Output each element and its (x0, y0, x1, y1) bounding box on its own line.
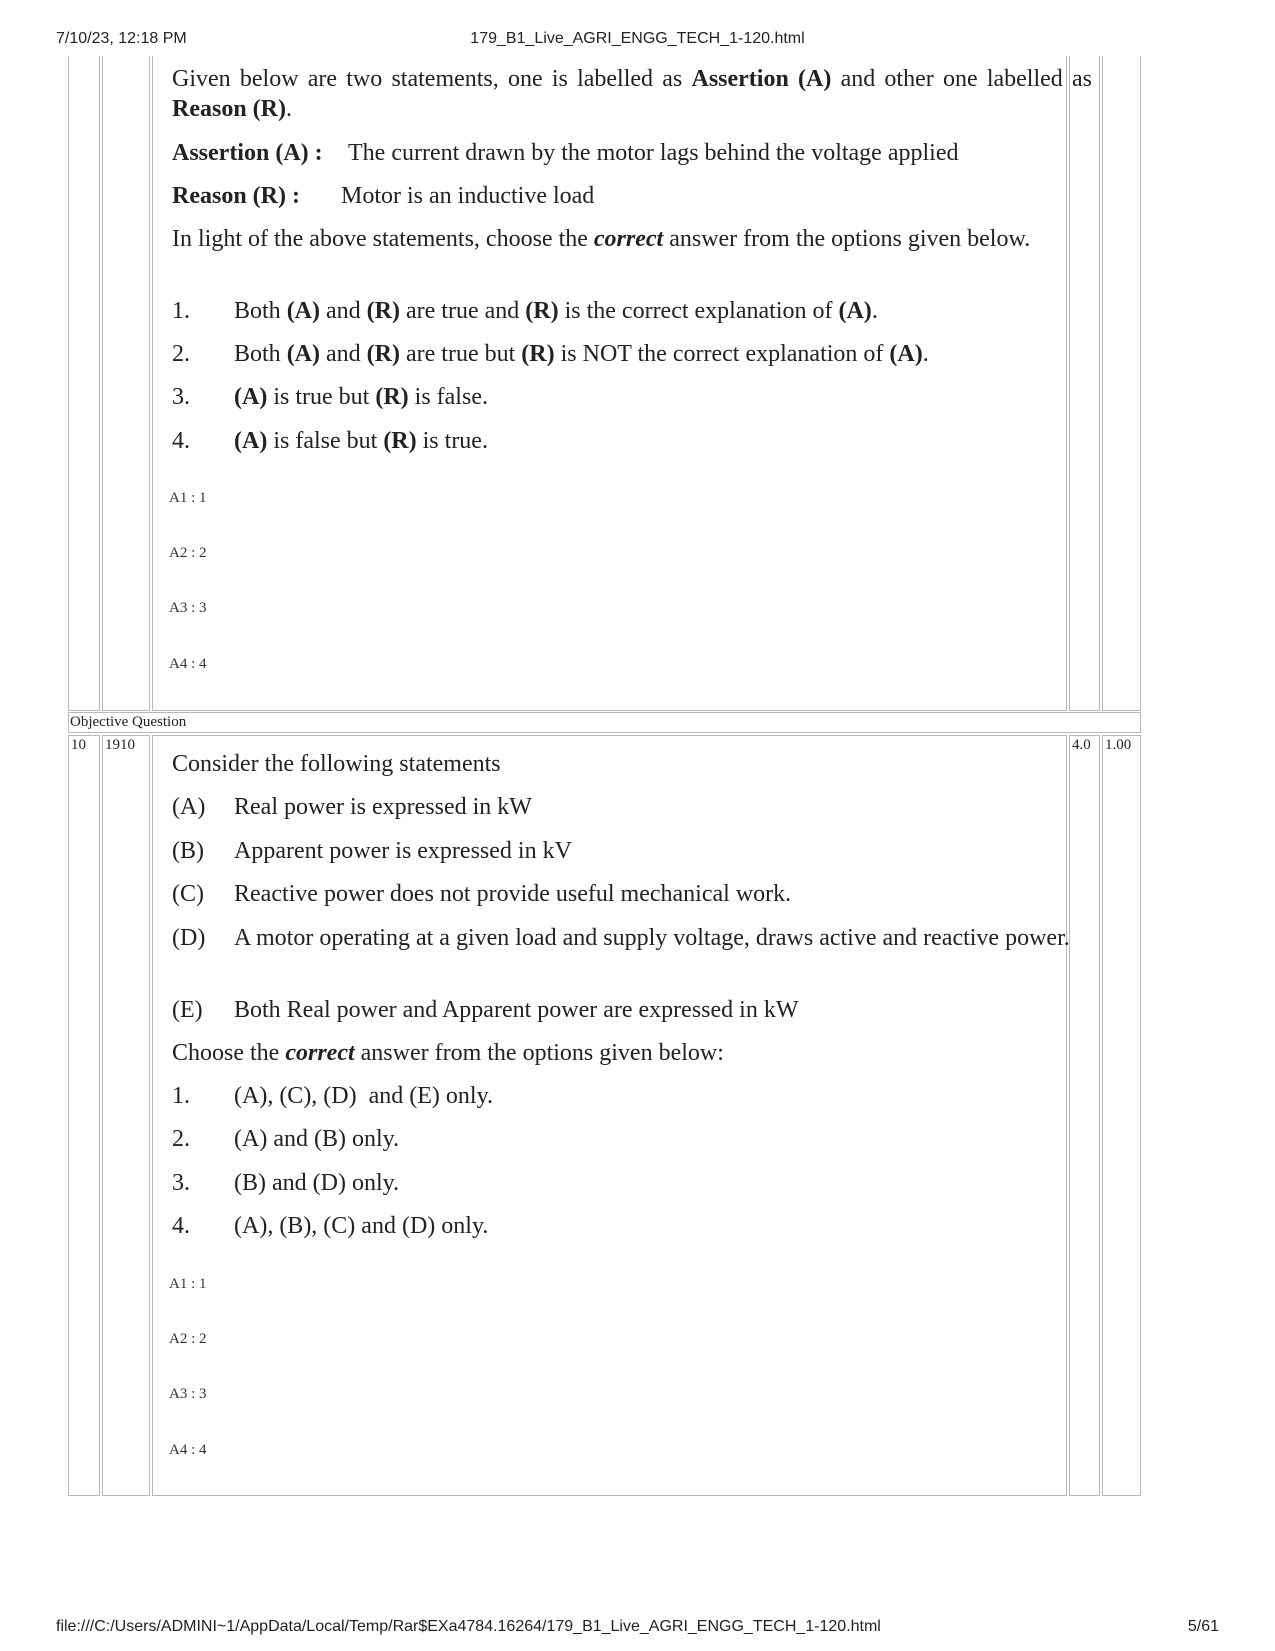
q9-answer-4: A4 : 4 (169, 656, 207, 672)
assertion-text: The current drawn by the motor lags behind the voltage applied (348, 140, 959, 166)
q10-answer-2: A2 : 2 (169, 1331, 207, 1347)
q10-stem: Consider the following statements (172, 751, 501, 777)
q10-question-id: 1910 (105, 737, 135, 753)
q9-instruction: In light of the above statements, choose the correct answer from the options given below. (172, 226, 1031, 252)
q10-negative-marks: 1.00 (1105, 737, 1132, 753)
q9-marks-cell (1069, 56, 1100, 711)
print-page-number: 5/61 (1187, 1618, 1219, 1635)
q9-answer-3: A3 : 3 (169, 600, 207, 616)
print-header (0, 30, 1275, 52)
q10-serial-number: 10 (71, 737, 86, 753)
print-file-path: file:///C:/Users/ADMINI~1/AppData/Local/Temp/Rar$EXa4784.16264/179_B1_Live_AGRI_ENGG_TECH_1-120.html (56, 1618, 881, 1635)
q10-answer-4: A4 : 4 (169, 1442, 207, 1458)
print-footer (0, 1618, 1275, 1640)
q9-assertion (172, 138, 959, 168)
print-datetime: 7/10/23, 12:18 PM (56, 30, 187, 47)
q9-intro: Given below are two statements, one is labelled as Assertion (A) and other one labelled as Reason (R). (172, 66, 1092, 122)
q10-negative-cell (1102, 735, 1141, 1496)
q10-instruction: Choose the correct answer from the options given below: (172, 1040, 724, 1066)
q10-marks-cell (1069, 735, 1100, 1496)
q9-sno-cell (68, 56, 100, 711)
q10-marks: 4.0 (1072, 737, 1091, 753)
q9-negative-cell (1102, 56, 1141, 711)
section-label: Objective Question (70, 714, 187, 730)
q9-answer-1: A1 : 1 (169, 490, 207, 506)
q9-answer-2: A2 : 2 (169, 545, 207, 561)
assertion-label: Assertion (A) : (172, 140, 323, 166)
q10-answer-1: A1 : 1 (169, 1276, 207, 1292)
q9-qid-cell (102, 56, 150, 711)
print-title: 179_B1_Live_AGRI_ENGG_TECH_1-120.html (470, 30, 805, 47)
q10-answer-3: A3 : 3 (169, 1386, 207, 1402)
section-label-row (68, 712, 1141, 733)
q9-reason (172, 181, 595, 211)
reason-text: Motor is an inductive load (341, 183, 595, 209)
reason-label: Reason (R) : (172, 183, 300, 209)
q10-sno-cell (68, 735, 100, 1496)
q10-qid-cell (102, 735, 150, 1496)
